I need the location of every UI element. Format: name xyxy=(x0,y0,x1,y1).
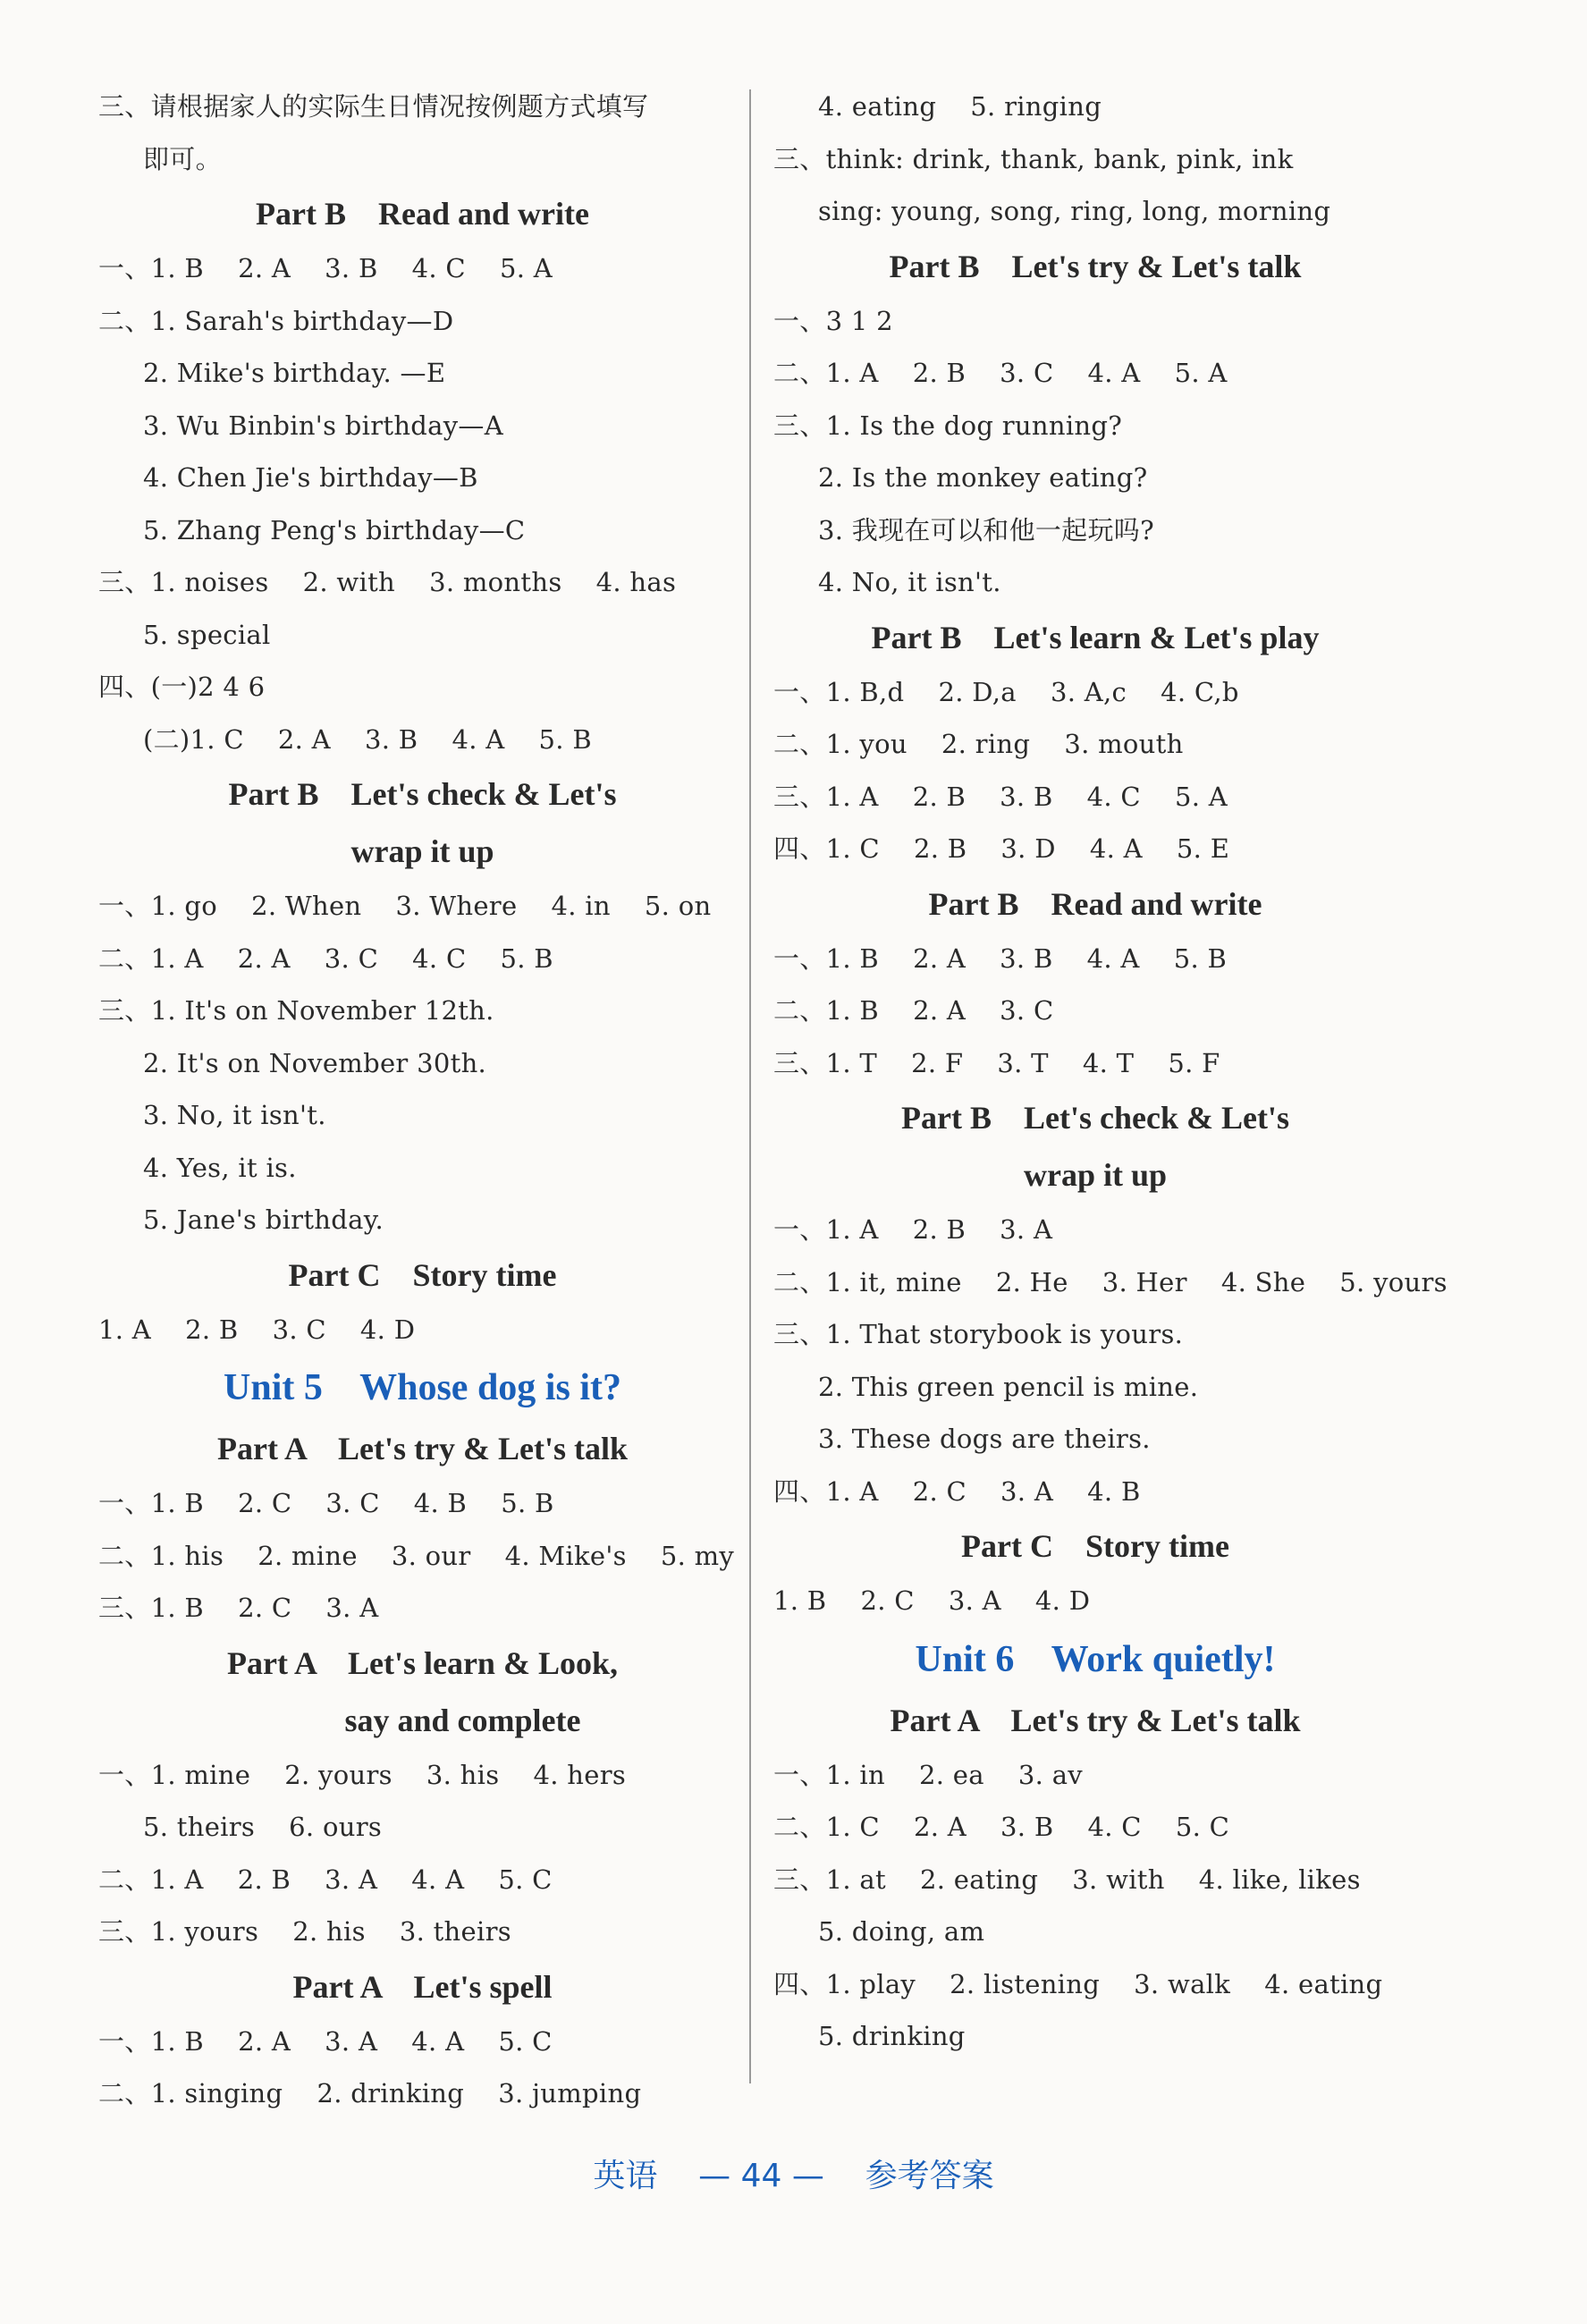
section-heading: Part C Story time xyxy=(961,1528,1229,1564)
answer-line: 三、think: drink, thank, bank, pink, ink xyxy=(773,143,1294,174)
answer-line: 二、1. C 2. A 3. B 4. C 5. C xyxy=(773,1812,1230,1842)
answer-line: 二、1. A 2. A 3. C 4. C 5. B xyxy=(98,942,553,974)
answer-line: 三、1. B 2. C 3. A xyxy=(98,1593,379,1623)
section-heading: Part A Let's spell xyxy=(292,1968,553,2005)
answer-line: 一、1. mine 2. yours 3. his 4. hers xyxy=(98,1759,627,1790)
section-heading-cont: wrap it up xyxy=(1023,1157,1168,1193)
answer-line: sing: young, song, ring, long, morning xyxy=(818,196,1331,226)
answer-line: 1. A 2. B 3. C 4. D xyxy=(98,1314,416,1345)
section-heading: Part B Let's check & Let's xyxy=(901,1100,1289,1136)
answer-line: 一、3 1 2 xyxy=(773,305,893,336)
section-heading: Part B Let's try & Let's talk xyxy=(889,248,1302,284)
answer-line: 二、1. his 2. mine 3. our 4. Mike's 5. my xyxy=(98,1540,735,1571)
answer-line: 二、1. B 2. A 3. C xyxy=(773,995,1054,1026)
answer-line: 三、1. A 2. B 3. B 4. C 5. A xyxy=(773,781,1228,812)
answer-line: 三、1. It's on November 12th. xyxy=(98,995,494,1026)
answer-line: 5. Zhang Peng's birthday—C xyxy=(143,514,526,545)
section-heading: Part A Let's try & Let's talk xyxy=(890,1702,1301,1738)
section-heading: Part A Let's learn & Look, xyxy=(227,1644,618,1681)
left-column xyxy=(98,80,747,2120)
answer-line: 一、1. B,d 2. D,a 3. A,c 4. C,b xyxy=(773,676,1239,707)
answer-line: 一、1. go 2. When 3. Where 4. in 5. on xyxy=(98,891,712,921)
answer-line: 二、1. you 2. ring 3. mouth xyxy=(773,729,1184,759)
answer-line: 二、1. A 2. B 3. A 4. A 5. C xyxy=(98,1863,553,1895)
answer-line: 2. It's on November 30th. xyxy=(143,1047,487,1078)
answer-line: 三、1. T 2. F 3. T 4. T 5. F xyxy=(773,1047,1220,1078)
answer-line: 5. special xyxy=(143,619,271,650)
right-column xyxy=(773,80,1448,2063)
answer-line: 一、1. B 2. A 3. B 4. A 5. B xyxy=(773,942,1228,974)
answer-line: 4. Yes, it is. xyxy=(143,1152,297,1183)
answer-line: 一、1. B 2. A 3. B 4. C 5. A xyxy=(98,253,553,283)
section-heading: Part B Let's learn & Let's play xyxy=(871,619,1320,655)
answer-line: (二)1. C 2. A 3. B 4. A 5. B xyxy=(143,723,592,755)
answer-line: 4. eating 5. ringing xyxy=(818,91,1102,122)
answer-line: 4. No, it isn't. xyxy=(818,567,1001,597)
section-heading: Part B Let's check & Let's xyxy=(228,776,617,812)
answer-line: 三、1. Is the dog running? xyxy=(773,410,1123,441)
answer-line: 3. 我现在可以和他一起玩吗? xyxy=(818,514,1154,545)
answer-line: 5. theirs 6. ours xyxy=(143,1812,383,1842)
section-heading: Part A Let's try & Let's talk xyxy=(217,1431,628,1466)
section-heading-cont: say and complete xyxy=(344,1702,581,1738)
answer-line: 三、1. yours 2. his 3. theirs xyxy=(98,1916,511,1947)
answer-line: 三、1. noises 2. with 3. months 4. has xyxy=(98,567,677,597)
answer-line: 四、1. A 2. C 3. A 4. B xyxy=(773,1475,1141,1507)
answer-line: 二、1. Sarah's birthday—D xyxy=(98,305,454,336)
section-heading: Part C Story time xyxy=(288,1256,557,1293)
answer-line: 二、1. A 2. B 3. C 4. A 5. A xyxy=(773,358,1228,388)
answer-line: 四、1. play 2. listening 3. walk 4. eating xyxy=(773,1968,1383,1999)
answer-line: 3. No, it isn't. xyxy=(143,1100,326,1130)
section-heading: Part B Read and write xyxy=(928,885,1262,922)
text-line: 即可。 xyxy=(143,143,222,174)
column-divider xyxy=(749,89,751,2083)
text-line: 三、请根据家人的实际生日情况按例题方式填写 xyxy=(98,91,649,122)
answer-line: 二、1. it, mine 2. He 3. Her 4. She 5. yours xyxy=(773,1266,1448,1297)
answer-line: 2. Mike's birthday. —E xyxy=(143,358,446,388)
answer-line: 三、1. That storybook is yours. xyxy=(773,1319,1184,1349)
answer-line: 4. Chen Jie's birthday—B xyxy=(143,462,478,493)
page-footer: 英语 — 44 — 参考答案 xyxy=(593,2158,994,2194)
answer-line: 三、1. at 2. eating 3. with 4. like, likes xyxy=(773,1863,1361,1895)
section-heading-cont: wrap it up xyxy=(350,833,494,869)
answer-line: 二、1. singing 2. drinking 3. jumping xyxy=(98,2078,642,2109)
answer-line: 一、1. A 2. B 3. A xyxy=(773,1214,1053,1245)
answer-line: 2. Is the monkey eating? xyxy=(818,462,1148,493)
answer-line: 3. Wu Binbin's birthday—A xyxy=(143,410,503,441)
answer-line: 一、1. B 2. A 3. A 4. A 5. C xyxy=(98,2025,553,2057)
answer-line: 5. doing, am xyxy=(818,1916,985,1947)
answer-line: 四、1. C 2. B 3. D 4. A 5. E xyxy=(773,833,1230,864)
answer-line: 5. drinking xyxy=(818,2021,966,2051)
answer-line: 2. This green pencil is mine. xyxy=(818,1371,1199,1402)
answer-line: 一、1. B 2. C 3. C 4. B 5. B xyxy=(98,1488,554,1518)
unit-title: Unit 5 Whose dog is it? xyxy=(224,1367,621,1408)
answer-line: 1. B 2. C 3. A 4. D xyxy=(773,1585,1091,1616)
section-heading: Part B Read and write xyxy=(256,196,589,232)
answer-line: 一、1. in 2. ea 3. av xyxy=(773,1759,1083,1790)
answer-line: 5. Jane's birthday. xyxy=(143,1204,384,1235)
answer-line: 3. These dogs are theirs. xyxy=(818,1424,1151,1454)
unit-title: Unit 6 Work quietly! xyxy=(915,1638,1276,1680)
answer-line: 四、(一)2 4 6 xyxy=(98,672,266,702)
